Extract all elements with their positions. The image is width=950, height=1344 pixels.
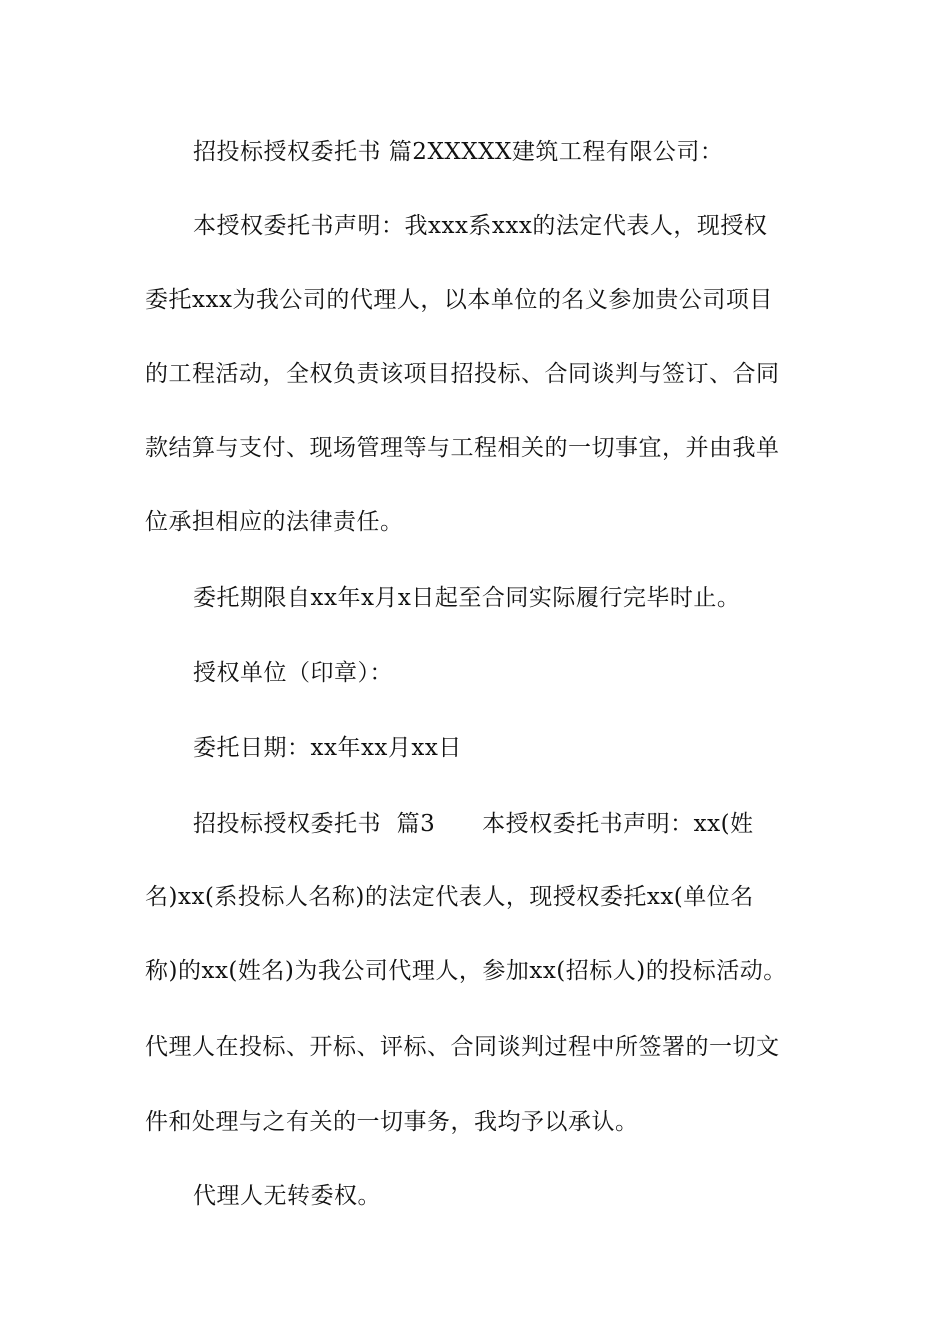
paragraph-line-6: 位承担相应的法律责任。 <box>145 509 404 535</box>
paragraph-line-8: 授权单位（印章）： <box>193 660 393 686</box>
paragraph-line-13: 代理人在投标、开标、评标、合同谈判过程中所签署的一切文 <box>145 1034 780 1060</box>
paragraph-line-10: 招投标授权委托书 篇3 本授权委托书声明：xx(姓 <box>193 811 754 837</box>
paragraph-line-1: 招投标授权委托书 篇2XXXXX建筑工程有限公司： <box>193 139 724 165</box>
paragraph-line-14: 件和处理与之有关的一切事务，我均予以承认。 <box>145 1109 639 1135</box>
paragraph-line-15: 代理人无转委权。 <box>193 1183 381 1209</box>
paragraph-line-12: 称)的xx(姓名)为我公司代理人，参加xx(招标人)的投标活动。 <box>145 958 787 984</box>
paragraph-line-7: 委托期限自xx年x月x日起至合同实际履行完毕时止。 <box>193 585 741 611</box>
paragraph-line-3: 委托xxx为我公司的代理人，以本单位的名义参加贵公司项目 <box>145 287 773 313</box>
paragraph-line-5: 款结算与支付、现场管理等与工程相关的一切事宜，并由我单 <box>145 435 780 461</box>
paragraph-line-2: 本授权委托书声明：我xxx系xxx的法定代表人，现授权 <box>193 213 768 239</box>
paragraph-line-4: 的工程活动，全权负责该项目招投标、合同谈判与签订、合同 <box>145 361 780 387</box>
paragraph-line-11: 名)xx(系投标人名称)的法定代表人，现授权委托xx(单位名 <box>145 884 754 910</box>
paragraph-line-9: 委托日期：xx年xx月xx日 <box>193 735 462 761</box>
